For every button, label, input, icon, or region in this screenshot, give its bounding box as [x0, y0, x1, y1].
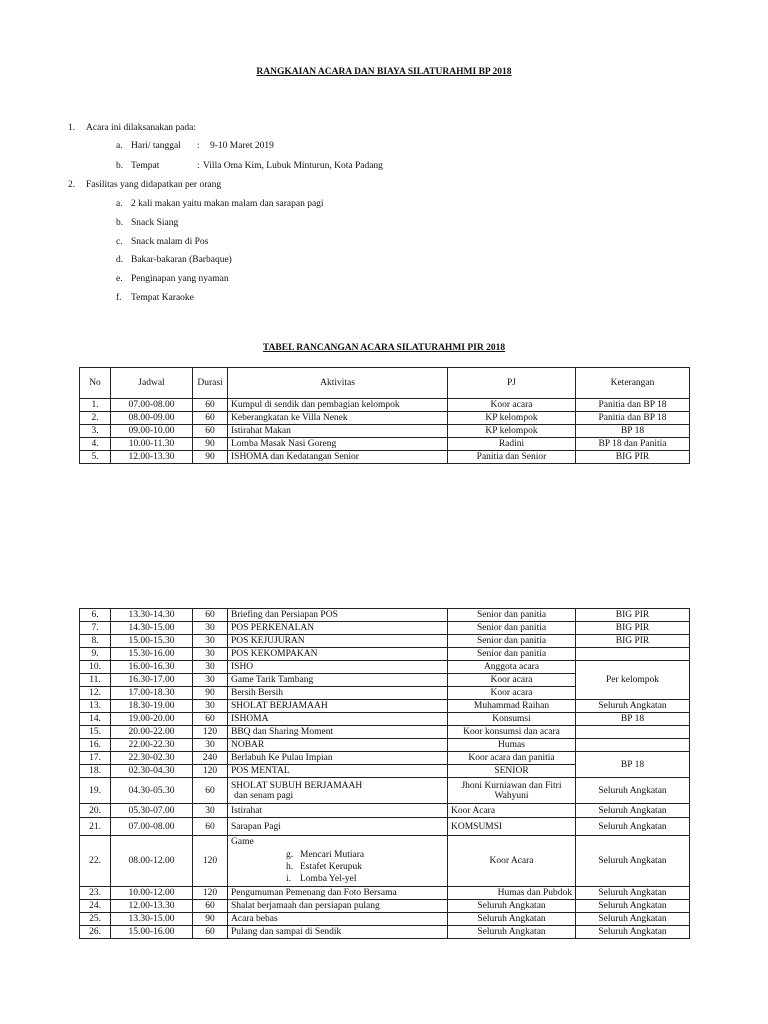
cell-pj: Seluruh Angkatan — [448, 900, 576, 913]
list-item-marker: a. — [116, 141, 123, 151]
cell-keterangan: Panitia dan BP 18 — [576, 399, 690, 412]
facility-item: 2 kali makan yaitu makan malam dan sarapan pagi — [131, 199, 324, 209]
cell-pj: Koor acara — [448, 687, 576, 700]
cell-keterangan: Seluruh Angkatan — [576, 836, 690, 887]
cell-pj: Humas — [448, 739, 576, 752]
pj-line: Wahyuni — [494, 790, 529, 801]
cell-durasi: 120 — [193, 765, 228, 778]
table-row — [80, 661, 690, 674]
cell-durasi: 60 — [193, 818, 228, 836]
facility-item: Snack malam di Pos — [131, 237, 209, 247]
cell-aktivitas — [228, 778, 448, 804]
cell-pj — [448, 778, 576, 804]
cell-durasi: 60 — [193, 713, 228, 726]
cell-aktivitas: Sarapan Pagi — [228, 818, 448, 836]
cell-aktivitas: Istirahat Makan — [228, 425, 448, 438]
table-row — [80, 713, 690, 726]
cell-aktivitas: Briefing dan Persiapan POS — [228, 609, 448, 622]
section-1-number: 1. — [68, 123, 76, 133]
cell-no: 16. — [80, 739, 111, 752]
cell-aktivitas: Pengumuman Pemenang dan Foto Bersama — [228, 887, 448, 900]
table-row — [80, 913, 690, 926]
cell-jadwal: 15.00-15.30 — [111, 635, 193, 648]
cell-keterangan: Seluruh Angkatan — [576, 700, 690, 713]
cell-aktivitas: Lomba Masak Nasi Goreng — [228, 438, 448, 451]
table-row — [80, 412, 690, 425]
game-name: Mencari Mutiara — [300, 850, 365, 860]
cell-jadwal: 07.00-08.00 — [111, 399, 193, 412]
table-row — [80, 622, 690, 635]
game-marker: g. — [286, 850, 294, 860]
table-title: TABEL RANCANGAN ACARA SILATURAHMI PIR 2018 — [262, 343, 506, 353]
game-name: Lomba Yel-yel — [300, 874, 357, 884]
cell-durasi: 120 — [193, 887, 228, 900]
facility-item: Penginapan yang nyaman — [131, 274, 229, 284]
table-row — [80, 635, 690, 648]
cell-jadwal: 12.00-13.30 — [111, 451, 193, 464]
cell-durasi: 90 — [193, 438, 228, 451]
cell-durasi: 60 — [193, 399, 228, 412]
table-row — [80, 399, 690, 412]
list-item-marker: f. — [116, 293, 122, 303]
cell-jadwal: 16.30-17.00 — [111, 674, 193, 687]
cell-pj: Radini — [448, 438, 576, 451]
cell-no: 25. — [80, 913, 111, 926]
cell-durasi: 60 — [193, 425, 228, 438]
cell-aktivitas: Keberangkatan ke Villa Nenek — [228, 412, 448, 425]
cell-jadwal: 22.30-02.30 — [111, 752, 193, 765]
list-item-marker: d. — [116, 255, 124, 265]
list-item-marker: a. — [116, 199, 123, 209]
section-2-heading: Fasilitas yang didapatkan per orang — [86, 180, 222, 190]
header-no: No — [80, 368, 111, 399]
cell-pj: KP kelompok — [448, 425, 576, 438]
cell-keterangan: Seluruh Angkatan — [576, 926, 690, 939]
cell-aktivitas: NOBAR — [228, 739, 448, 752]
cell-jadwal: 17.00-18.30 — [111, 687, 193, 700]
cell-no: 4. — [80, 438, 111, 451]
cell-pj: Panitia dan Senior — [448, 451, 576, 464]
game-marker: h. — [286, 862, 294, 872]
cell-keterangan: BIG PIR — [576, 635, 690, 648]
cell-pj: Seluruh Angkatan — [448, 926, 576, 939]
cell-jadwal: 10.00-12.00 — [111, 887, 193, 900]
cell-durasi: 30 — [193, 648, 228, 661]
list-item-marker: b. — [116, 161, 124, 171]
cell-durasi: 240 — [193, 752, 228, 765]
cell-durasi: 30 — [193, 661, 228, 674]
cell-no: 24. — [80, 900, 111, 913]
cell-no: 6. — [80, 609, 111, 622]
game-heading: Game — [231, 837, 254, 847]
cell-pj: SENIOR — [448, 765, 576, 778]
table-row — [80, 778, 690, 804]
cell-keterangan: BIG PIR — [576, 609, 690, 622]
cell-jadwal: 15.30-16.00 — [111, 648, 193, 661]
cell-jadwal: 12.00-13.30 — [111, 900, 193, 913]
facility-item: Snack Siang — [131, 218, 179, 228]
facility-item: Tempat Karaoke — [131, 293, 194, 303]
cell-keterangan-merged: BP 18 — [576, 752, 690, 778]
cell-pj: Koor acara — [448, 399, 576, 412]
cell-pj: Koor acara dan panitia — [448, 752, 576, 765]
cell-no: 1. — [80, 399, 111, 412]
cell-no: 12. — [80, 687, 111, 700]
game-list-item — [231, 861, 444, 873]
cell-no: 20. — [80, 804, 111, 818]
table-row — [80, 887, 690, 900]
cell-durasi: 60 — [193, 609, 228, 622]
cell-jadwal: 02.30-04.30 — [111, 765, 193, 778]
cell-aktivitas: POS MENTAL — [228, 765, 448, 778]
header-pj: PJ — [448, 368, 576, 399]
cell-aktivitas: ISHOMA dan Kedatangan Senior — [228, 451, 448, 464]
cell-aktivitas: POS KEKOMPAKAN — [228, 648, 448, 661]
cell-aktivitas: Bersih Bersih — [228, 687, 448, 700]
cell-keterangan: BP 18 — [576, 713, 690, 726]
cell-pj: Senior dan panitia — [448, 648, 576, 661]
cell-keterangan — [576, 739, 690, 752]
cell-keterangan: BIG PIR — [576, 451, 690, 464]
table-row — [80, 836, 690, 887]
cell-jadwal: 19.00-20.00 — [111, 713, 193, 726]
cell-no: 9. — [80, 648, 111, 661]
cell-durasi: 60 — [193, 926, 228, 939]
cell-jadwal: 09.00-10.00 — [111, 425, 193, 438]
schedule-table-1 — [79, 367, 690, 464]
cell-pj: Senior dan panitia — [448, 609, 576, 622]
cell-pj: Senior dan panitia — [448, 635, 576, 648]
cell-no: 18. — [80, 765, 111, 778]
place-value: Villa Oma Kim, Lubuk Minturun, Kota Padang — [203, 161, 383, 171]
cell-keterangan: BP 18 dan Panitia — [576, 438, 690, 451]
cell-jadwal: 05.30-07.00 — [111, 804, 193, 818]
cell-durasi: 60 — [193, 900, 228, 913]
cell-no: 22. — [80, 836, 111, 887]
page-title: RANGKAIAN ACARA DAN BIAYA SILATURAHMI BP 2018 — [256, 67, 512, 77]
cell-no: 8. — [80, 635, 111, 648]
table-row — [80, 818, 690, 836]
cell-keterangan: BP 18 — [576, 425, 690, 438]
cell-no: 14. — [80, 713, 111, 726]
cell-jadwal: 13.30-15.00 — [111, 913, 193, 926]
cell-no: 2. — [80, 412, 111, 425]
section-2-number: 2. — [68, 180, 76, 190]
cell-no: 15. — [80, 726, 111, 739]
table-row — [80, 648, 690, 661]
cell-durasi: 30 — [193, 674, 228, 687]
table-row — [80, 438, 690, 451]
date-label: Hari/ tanggal — [131, 141, 181, 151]
cell-aktivitas: Acara bebas — [228, 913, 448, 926]
cell-keterangan: Seluruh Angkatan — [576, 900, 690, 913]
cell-no: 26. — [80, 926, 111, 939]
game-name: Estafet Kerupuk — [300, 862, 362, 872]
aktivitas-line: dan senam pagi — [234, 790, 294, 801]
header-durasi: Durasi — [193, 368, 228, 399]
cell-jadwal: 15.00-16.00 — [111, 926, 193, 939]
cell-jadwal: 16.00-16.30 — [111, 661, 193, 674]
cell-pj: Koor acara — [448, 674, 576, 687]
cell-no: 3. — [80, 425, 111, 438]
facility-item: Bakar-bakaran (Barbaque) — [131, 255, 232, 265]
schedule-table-2 — [79, 608, 690, 939]
pj-line: Jhoni Kurniawan dan Fitri — [461, 780, 562, 791]
header-keterangan: Keterangan — [576, 368, 690, 399]
cell-keterangan: Seluruh Angkatan — [576, 913, 690, 926]
cell-jadwal: 22.00-22.30 — [111, 739, 193, 752]
cell-aktivitas: ISHO — [228, 661, 448, 674]
cell-pj: Koor konsumsi dan acara — [448, 726, 576, 739]
cell-jadwal: 20.00-22.00 — [111, 726, 193, 739]
cell-durasi: 30 — [193, 622, 228, 635]
cell-no: 7. — [80, 622, 111, 635]
cell-aktivitas: POS PERKENALAN — [228, 622, 448, 635]
cell-durasi: 120 — [193, 836, 228, 887]
cell-pj: Konsumsi — [448, 713, 576, 726]
cell-keterangan: Seluruh Angkatan — [576, 778, 690, 804]
cell-durasi: 30 — [193, 700, 228, 713]
cell-pj: Anggota acara — [448, 661, 576, 674]
cell-pj: KP kelompok — [448, 412, 576, 425]
cell-keterangan: Seluruh Angkatan — [576, 818, 690, 836]
cell-pj: Seluruh Angkatan — [448, 913, 576, 926]
list-item-marker: c. — [116, 237, 123, 247]
table-row — [80, 726, 690, 739]
table-row — [80, 900, 690, 913]
cell-keterangan: Seluruh Angkatan — [576, 887, 690, 900]
cell-pj: KOMSUMSI — [448, 818, 576, 836]
table-row — [80, 752, 690, 765]
place-label: Tempat — [131, 161, 160, 171]
aktivitas-line: SHOLAT SUBUH BERJAMAAH — [231, 780, 363, 791]
place-separator: : — [197, 161, 200, 171]
cell-aktivitas: SHOLAT BERJAMAAH — [228, 700, 448, 713]
table-row — [80, 700, 690, 713]
table-row — [80, 609, 690, 622]
table-row — [80, 425, 690, 438]
cell-aktivitas: ISHOMA — [228, 713, 448, 726]
cell-no: 17. — [80, 752, 111, 765]
table-header-row — [80, 368, 690, 399]
table-row — [80, 451, 690, 464]
header-aktivitas: Aktivitas — [228, 368, 448, 399]
cell-keterangan-merged: Per kelompok — [576, 661, 690, 700]
table-row — [80, 739, 690, 752]
cell-keterangan: BIG PIR — [576, 622, 690, 635]
header-jadwal: Jadwal — [111, 368, 193, 399]
cell-aktivitas: BBQ dan Sharing Moment — [228, 726, 448, 739]
cell-no: 11. — [80, 674, 111, 687]
cell-durasi: 30 — [193, 739, 228, 752]
cell-jadwal: 07.00-08.00 — [111, 818, 193, 836]
section-1-heading: Acara ini dilaksanakan pada: — [86, 123, 196, 133]
cell-aktivitas: Game Tarik Tambang — [228, 674, 448, 687]
cell-keterangan: Seluruh Angkatan — [576, 804, 690, 818]
cell-keterangan — [576, 726, 690, 739]
cell-no: 21. — [80, 818, 111, 836]
cell-keterangan: Panitia dan BP 18 — [576, 412, 690, 425]
cell-durasi: 60 — [193, 412, 228, 425]
table-row — [80, 926, 690, 939]
cell-aktivitas: Berlabuh Ke Pulau Impian — [228, 752, 448, 765]
cell-pj: Humas dan Pubdok — [448, 887, 576, 900]
date-value: 9-10 Maret 2019 — [210, 141, 274, 151]
cell-jadwal: 18.30-19.00 — [111, 700, 193, 713]
cell-aktivitas — [228, 836, 448, 887]
cell-durasi: 90 — [193, 913, 228, 926]
cell-no: 5. — [80, 451, 111, 464]
game-marker: i. — [286, 874, 292, 884]
cell-aktivitas: Kumpul di sendik dan pembagian kelompok — [228, 399, 448, 412]
list-item-marker: b. — [116, 218, 124, 228]
cell-pj: Senior dan panitia — [448, 622, 576, 635]
cell-no: 13. — [80, 700, 111, 713]
cell-no: 19. — [80, 778, 111, 804]
cell-jadwal: 08.00-09.00 — [111, 412, 193, 425]
cell-durasi: 120 — [193, 726, 228, 739]
cell-durasi: 90 — [193, 451, 228, 464]
cell-aktivitas: Istirahat — [228, 804, 448, 818]
cell-durasi: 30 — [193, 804, 228, 818]
cell-no: 23. — [80, 887, 111, 900]
cell-jadwal: 13.30-14.30 — [111, 609, 193, 622]
cell-pj: Koor Acara — [448, 836, 576, 887]
date-separator: : — [197, 141, 200, 151]
cell-jadwal: 08.00-12.00 — [111, 836, 193, 887]
cell-durasi: 90 — [193, 687, 228, 700]
cell-jadwal: 04.30-05.30 — [111, 778, 193, 804]
cell-aktivitas: POS KEJUJURAN — [228, 635, 448, 648]
table-row — [80, 804, 690, 818]
cell-pj: Koor Acara — [448, 804, 576, 818]
game-list-item — [231, 849, 444, 861]
game-list-item — [231, 873, 444, 885]
list-item-marker: e. — [116, 274, 123, 284]
cell-durasi: 60 — [193, 778, 228, 804]
cell-durasi: 30 — [193, 635, 228, 648]
cell-aktivitas: Pulang dan sampai di Sendik — [228, 926, 448, 939]
cell-no: 10. — [80, 661, 111, 674]
cell-jadwal: 10.00-11.30 — [111, 438, 193, 451]
cell-pj: Muhammad Raihan — [448, 700, 576, 713]
cell-aktivitas: Shalat berjamaah dan persiapan pulang — [228, 900, 448, 913]
cell-jadwal: 14.30-15.00 — [111, 622, 193, 635]
cell-keterangan — [576, 648, 690, 661]
